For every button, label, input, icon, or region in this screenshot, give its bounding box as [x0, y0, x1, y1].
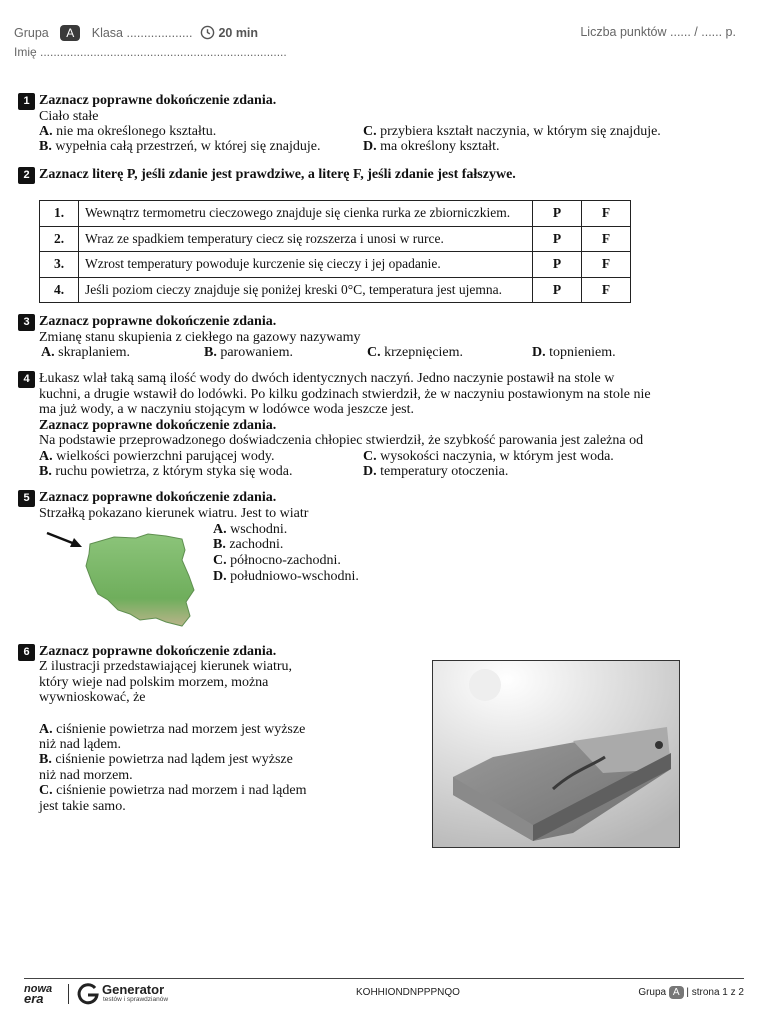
false-option[interactable]: F — [582, 277, 631, 303]
coast-illustration — [432, 660, 680, 848]
q6-option-b[interactable]: B. ciśnienie powietrza nad lądem jest wyższe — [39, 752, 293, 767]
q6-option-a[interactable]: A. ciśnienie powietrza nad morzem jest wyższe — [39, 722, 306, 737]
class-label: Klasa ................... — [91, 26, 193, 40]
q6-option-a-cont[interactable]: niż nad lądem. — [39, 737, 122, 752]
q5-option-b[interactable]: B. zachodni. — [213, 537, 284, 552]
true-option[interactable]: P — [533, 226, 582, 252]
false-option[interactable]: F — [582, 252, 631, 278]
false-option[interactable]: F — [582, 226, 631, 252]
q4-instruction: Zaznacz poprawne dokończenie zdania. — [39, 418, 277, 433]
generator-title: Generator — [102, 982, 165, 997]
wind-arrow-icon — [47, 533, 82, 547]
q4-story-line: kuchni, a drugie wstawił do lodówki. Po kilku godzinach stwierdził, że w naczyniu postawionym na stole nie — [39, 387, 651, 402]
footer-group-badge: A — [669, 986, 684, 999]
true-option[interactable]: P — [533, 201, 582, 227]
q1-option-c[interactable]: C. przybiera kształt naczynia, w którym się znajduje. — [363, 124, 661, 139]
footer-page-info: Grupa A | strona 1 z 2 — [638, 987, 744, 998]
q3-instruction: Zaznacz poprawne dokończenie zdania. — [39, 314, 277, 329]
header-row — [14, 25, 258, 43]
q5-stem: Strzałką pokazano kierunek wiatru. Jest to wiatr — [39, 506, 309, 521]
group-badge: A — [60, 25, 80, 41]
clock-icon — [200, 25, 215, 43]
q4-story-line: Łukasz wlał taką samą ilość wody do dwóch identycznych naczyń. Jedno naczynie postawił na stole w — [39, 371, 615, 386]
q3-option-d[interactable]: D. topnieniem. — [532, 345, 616, 360]
q3-option-c[interactable]: C. krzepnięciem. — [367, 345, 464, 360]
table-row: 3. Wzrost temperatury powoduje kurczenie się cieczy i jej opadanie. P F — [40, 252, 631, 278]
q4-option-b[interactable]: B. ruchu powietrza, z którym styka się woda. — [39, 464, 293, 479]
group-label: Grupa — [14, 26, 49, 40]
q1-instruction: Zaznacz poprawne dokończenie zdania. — [39, 93, 277, 108]
q6-option-c[interactable]: C. ciśnienie powietrza nad morzem i nad lądem — [39, 783, 307, 798]
true-option[interactable]: P — [533, 277, 582, 303]
question-number: 5 — [18, 490, 35, 507]
test-code: KOHHIONDNPPPNQO — [356, 987, 460, 998]
nowa-era-logo: nowa era — [24, 983, 53, 1006]
q6-instruction: Zaznacz poprawne dokończenie zdania. — [39, 644, 277, 659]
question-number: 2 — [18, 167, 35, 184]
true-false-table — [39, 200, 631, 303]
table-row: 1. Wewnątrz termometru cieczowego znajduje się cienka rurka ze zbiorniczkiem. P F — [40, 201, 631, 227]
q1-option-a[interactable]: A. nie ma określonego kształtu. — [39, 124, 217, 139]
q4-stem: Na podstawie przeprowadzonego doświadczenia chłopiec stwierdził, że szybkość parowania jest zależna od — [39, 433, 644, 448]
logo-separator — [68, 984, 69, 1004]
q1-option-b[interactable]: B. wypełnia całą przestrzeń, w której się znajduje. — [39, 139, 321, 154]
true-option[interactable]: P — [533, 252, 582, 278]
question-number: 3 — [18, 314, 35, 331]
q6-stem-line: wywnioskować, że — [39, 690, 146, 705]
q5-option-c[interactable]: C. północno-zachodni. — [213, 553, 341, 568]
footer-divider — [24, 978, 744, 979]
question-number: 1 — [18, 93, 35, 110]
q5-option-d[interactable]: D. południowo-wschodni. — [213, 569, 359, 584]
q6-stem-line: który wieje nad polskim morzem, można — [39, 675, 269, 690]
generator-subtitle: testów i sprawdzianów — [103, 996, 169, 1003]
q4-option-c[interactable]: C. wysokości naczynia, w którym jest woda. — [363, 449, 614, 464]
q3-stem: Zmianę stanu skupienia z ciekłego na gazowy nazywamy — [39, 330, 361, 345]
table-row: 4. Jeśli poziom cieczy znajduje się poniżej kreski 0°C, temperatura jest ujemna. P F — [40, 277, 631, 303]
question-number: 4 — [18, 371, 35, 388]
name-label: Imię .......................................................................... — [14, 45, 287, 59]
question-number: 6 — [18, 644, 35, 661]
table-row: 2. Wraz ze spadkiem temperatury ciecz się rozszerza i unosi w rurce. P F — [40, 226, 631, 252]
time-limit: 20 min — [218, 26, 259, 40]
q1-stem: Ciało stałe — [39, 109, 99, 124]
q6-option-c-cont[interactable]: jest takie samo. — [39, 799, 126, 814]
poland-map-illustration — [44, 526, 214, 635]
q4-story-line: ma już wody, a w naczyniu stojącym w lodówce woda jeszcze jest. — [39, 402, 415, 417]
q1-option-d[interactable]: D. ma określony kształt. — [363, 139, 500, 154]
q5-instruction: Zaznacz poprawne dokończenie zdania. — [39, 490, 277, 505]
q5-option-a[interactable]: A. wschodni. — [213, 522, 288, 537]
points-label: Liczba punktów ...... / ...... p. — [580, 25, 736, 39]
poland-map-shape — [86, 534, 194, 626]
false-option[interactable]: F — [582, 201, 631, 227]
q3-option-a[interactable]: A. skraplaniem. — [41, 345, 131, 360]
generator-logo-icon — [76, 982, 100, 1011]
q6-stem-line: Z ilustracji przedstawiającej kierunek wiatru, — [39, 659, 293, 674]
q2-instruction: Zaznacz literę P, jeśli zdanie jest prawdziwe, a literę F, jeśli zdanie jest fałszywe. — [39, 167, 516, 182]
q6-option-b-cont[interactable]: niż nad morzem. — [39, 768, 133, 783]
q4-option-d[interactable]: D. temperatury otoczenia. — [363, 464, 509, 479]
q3-option-b[interactable]: B. parowaniem. — [204, 345, 294, 360]
q4-option-a[interactable]: A. wielkości powierzchni parującej wody. — [39, 449, 275, 464]
sun-icon — [469, 669, 501, 701]
